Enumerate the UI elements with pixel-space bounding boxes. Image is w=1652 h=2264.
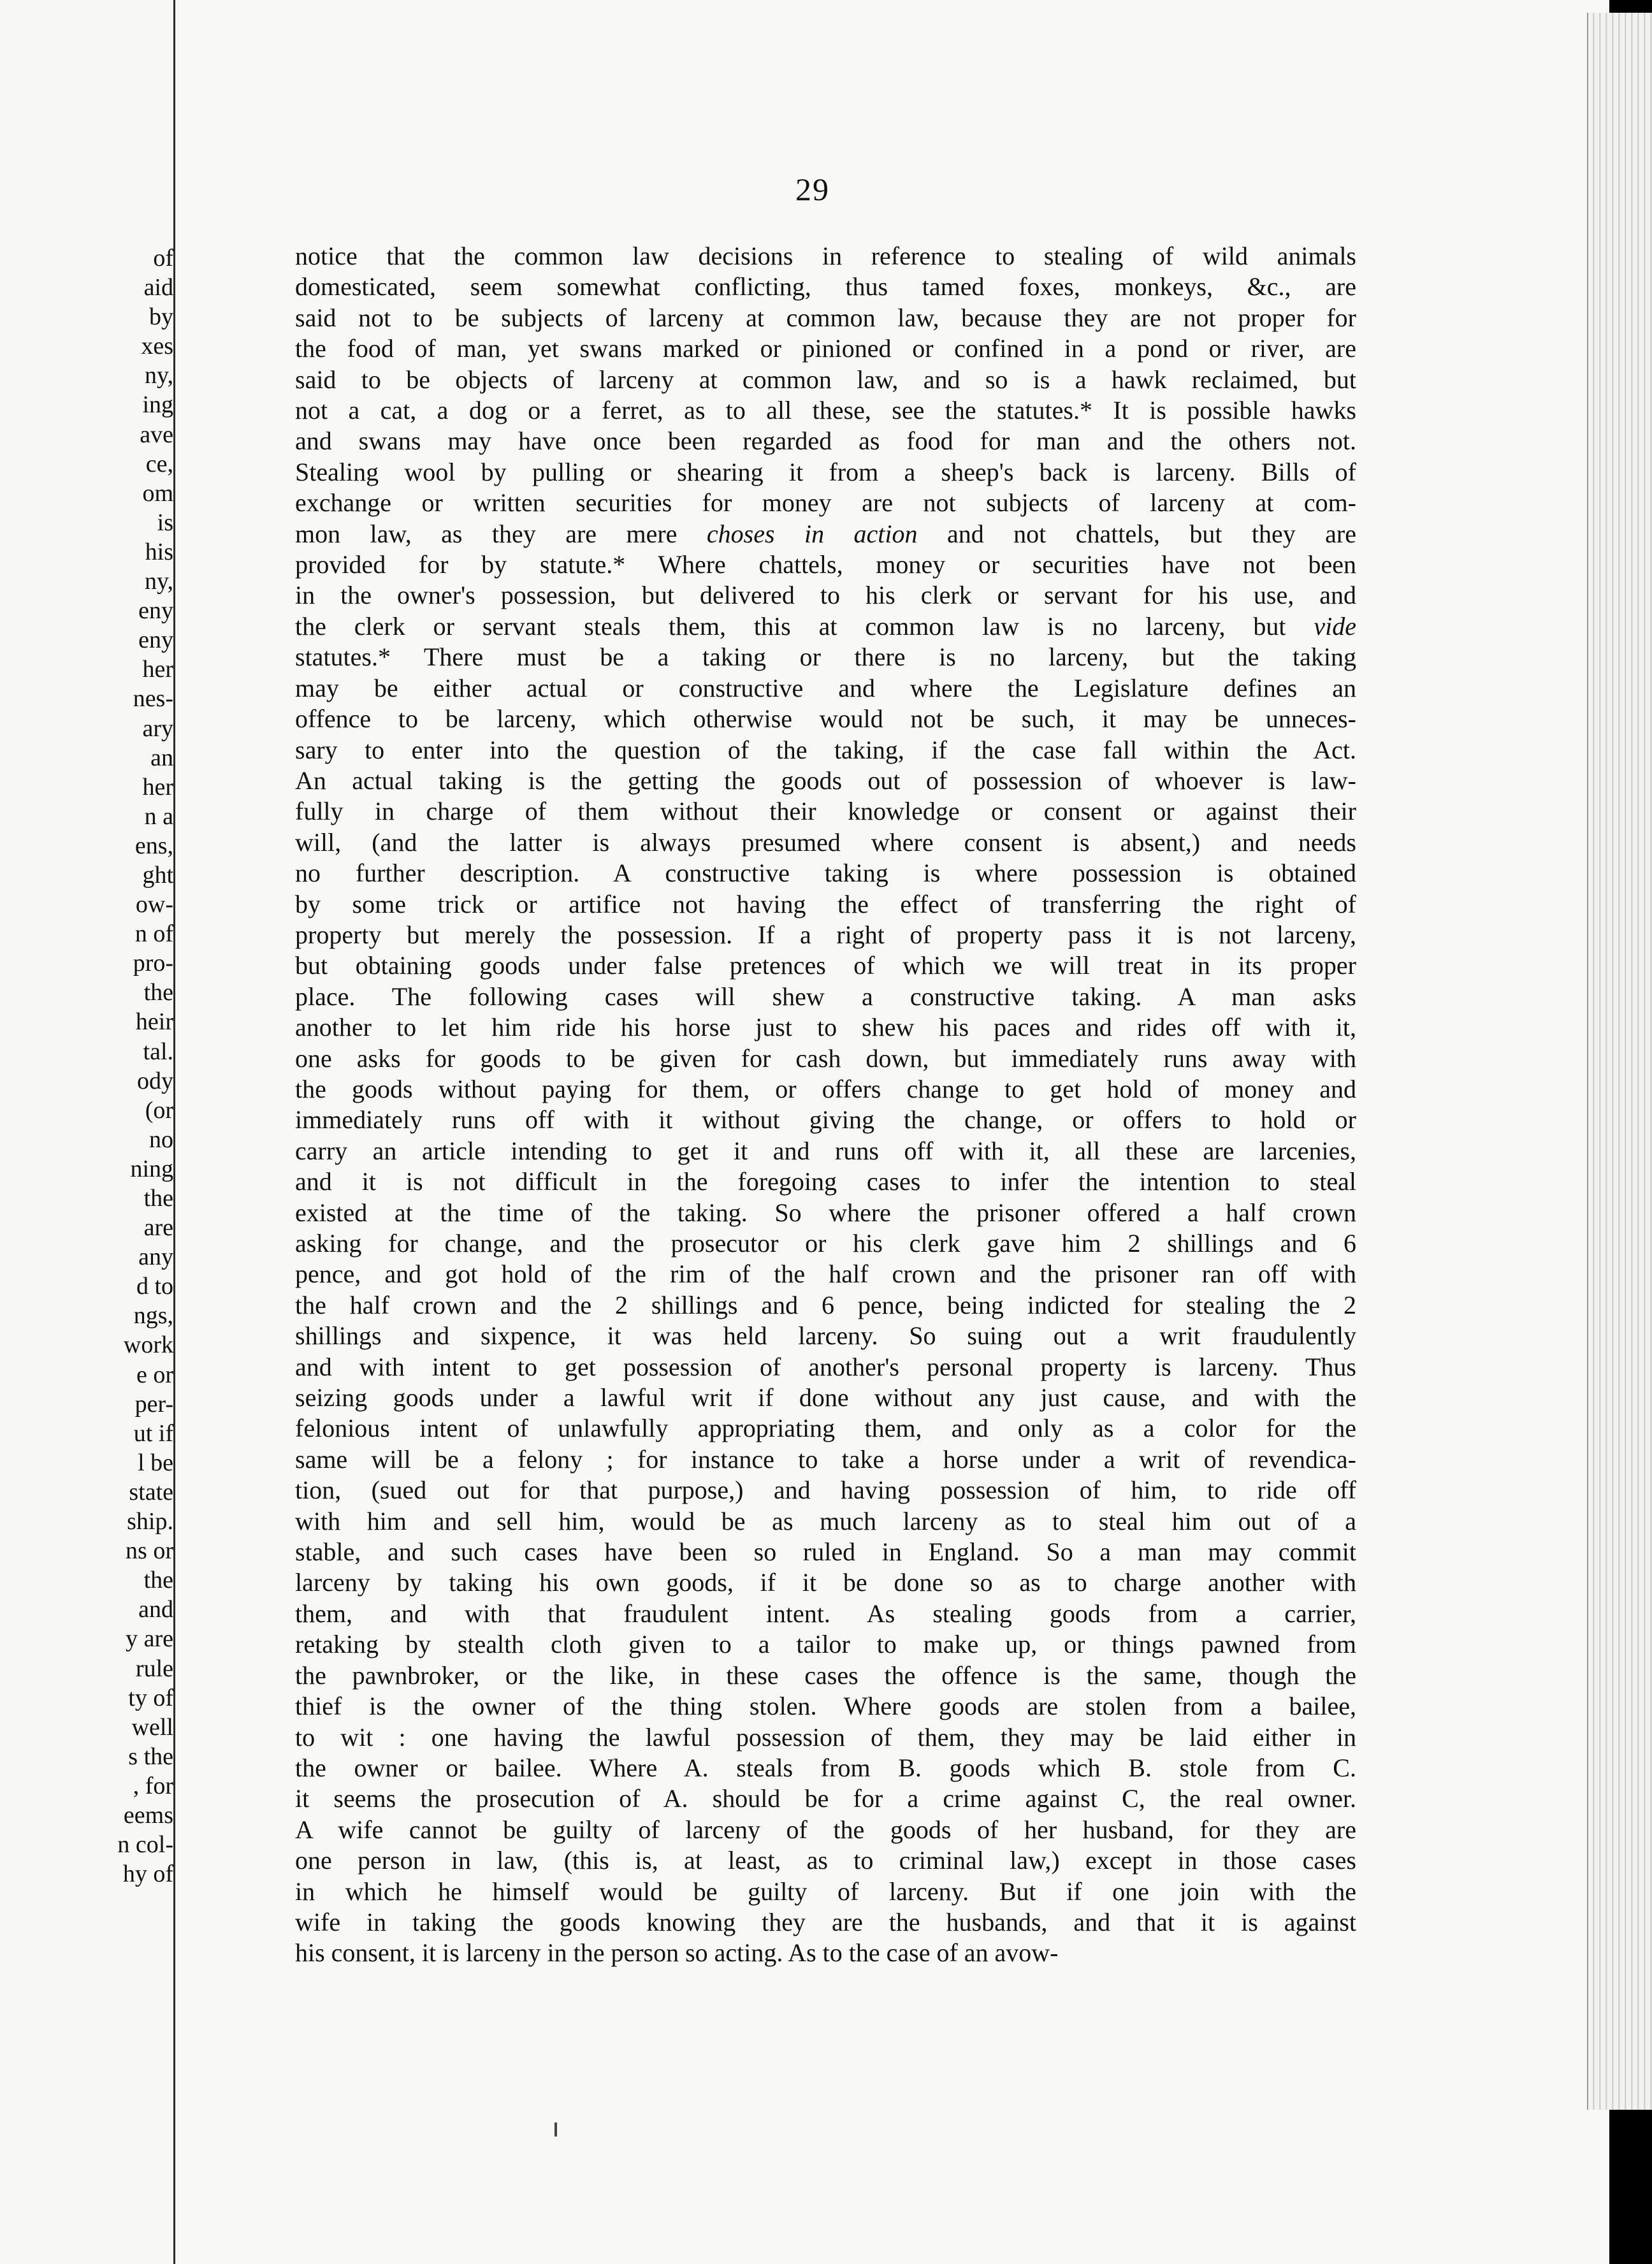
facing-page-fragment: her xyxy=(142,656,173,683)
text-line: existed at the time of the taking. So where the prisoner offered a half crown xyxy=(295,1198,1356,1227)
facing-page-fragment: and xyxy=(138,1596,173,1623)
facing-page-fragment: ght xyxy=(142,861,173,889)
text-line: provided for by statute.* Where chattels, money or securities have not been xyxy=(295,550,1356,579)
text-line: but obtaining goods under false pretences of which we will treat in its proper xyxy=(295,951,1356,980)
facing-page-fragment: any xyxy=(138,1244,173,1271)
text-line: and it is not difficult in the foregoing cases to infer the intention to steal xyxy=(295,1167,1356,1196)
facing-page-fragment: pro- xyxy=(133,950,173,977)
text-line: the owner or bailee. Where A. steals from B. goods which B. stole from C. xyxy=(295,1753,1356,1782)
text-line: seizing goods under a lawful writ if done without any just cause, and with the xyxy=(295,1383,1356,1412)
text-line: mon law, as they are mere choses in action and not chattels, but they are xyxy=(295,519,1357,548)
page-number: 29 xyxy=(795,171,830,207)
facing-page-fragment: xes xyxy=(141,333,173,360)
text-line: said to be objects of larceny at common law, and so is a hawk reclaimed, but xyxy=(295,365,1356,394)
facing-page-fragment: ens, xyxy=(134,832,173,859)
text-line: carry an article intending to get it and runs off with it, all these are larcenies, xyxy=(295,1136,1356,1165)
facing-page-fragment: ce, xyxy=(145,450,173,477)
facing-page-fragment: heir xyxy=(135,1008,173,1036)
facing-page-fragment: n col- xyxy=(117,1831,173,1859)
text-line: fully in charge of them without their knowledge or consent or against their xyxy=(295,797,1356,826)
facing-page-fragment: the xyxy=(143,1185,173,1212)
text-line: the goods without paying for them, or offers change to get hold of money and xyxy=(295,1074,1356,1103)
body-text xyxy=(295,241,1356,1969)
facing-page-fragment: nes- xyxy=(133,685,173,713)
text-line: notice that the common law decisions in reference to stealing of wild animals xyxy=(295,242,1356,270)
facing-page-fragment: ing xyxy=(142,391,173,419)
facing-page-fragment: eems xyxy=(123,1801,173,1829)
facing-page-fragment: (or xyxy=(145,1096,173,1124)
text-line: thief is the owner of the thing stolen. Where goods are stolen from a bailee, xyxy=(295,1692,1356,1721)
text-line: property but merely the possession. If a right of property pass it is not larceny, xyxy=(295,920,1356,949)
facing-page-fragment: eny xyxy=(138,627,173,654)
facing-page-fragment: no xyxy=(149,1126,173,1153)
facing-page-fragment: ow- xyxy=(135,891,173,918)
facing-page-fragment: ns or xyxy=(126,1537,173,1565)
text-line: it seems the prosecution of A. should be for a crime against C, the real owner. xyxy=(295,1784,1356,1813)
facing-page-fragment: ut if xyxy=(133,1419,173,1447)
facing-page-fragment: by xyxy=(149,303,173,331)
facing-page-fragment: s the xyxy=(128,1743,173,1770)
facing-page-fragment: ny, xyxy=(144,362,173,389)
text-line: the clerk or servant steals them, this at common law is no larceny, but vide xyxy=(295,611,1356,641)
text-line: shillings and sixpence, it was held larceny. So suing out a writ fraudulently xyxy=(295,1321,1356,1351)
text-line: by some trick or artifice not having the effect of transferring the right of xyxy=(295,889,1356,918)
facing-page-fragment: ave xyxy=(140,421,173,448)
facing-page-fragment: l be xyxy=(138,1449,173,1476)
text-line: offence to be larceny, which otherwise would not be such, it may be unneces- xyxy=(295,704,1356,734)
text-line: statutes.* There must be a taking or there is no larceny, but the taking xyxy=(295,642,1356,672)
facing-page-fragment: , for xyxy=(133,1772,173,1799)
ink-mark xyxy=(554,2122,557,2137)
facing-page-fragment: is xyxy=(157,509,173,536)
facing-page-fragment: n a xyxy=(144,802,173,830)
text-line: the food of man, yet swans marked or pinioned or confined in a pond or river, are xyxy=(295,334,1356,363)
text-line: domesticated, seem somewhat conflicting, thus tamed foxes, monkeys, &c., are xyxy=(295,272,1356,301)
text-line: place. The following cases will shew a constructive taking. A man asks xyxy=(295,982,1356,1011)
facing-page-fragment: ody xyxy=(137,1067,173,1094)
facing-page-fragment: eny xyxy=(138,597,173,625)
text-line: pence, and got hold of the rim of the half crown and the prisoner ran off with xyxy=(295,1259,1356,1289)
facing-page-fragment: well xyxy=(131,1713,173,1741)
text-line: same will be a felony ; for instance to take a horse under a writ of revendica- xyxy=(295,1444,1356,1474)
facing-page-fragment: an xyxy=(150,744,173,771)
text-line: another to let him ride his horse just to shew his paces and rides off with it, xyxy=(295,1013,1356,1042)
facing-page-fragment: ty of xyxy=(128,1684,173,1711)
text-line: larceny by taking his own goods, if it be done so as to charge another with xyxy=(295,1568,1356,1597)
facing-page-fragment: e or xyxy=(136,1361,173,1388)
facing-page-fragment: her xyxy=(142,773,173,801)
text-line: exchange or written securities for money are not subjects of larceny at com- xyxy=(295,488,1356,518)
text-line: immediately runs off with it without giving the change, or offers to hold or xyxy=(295,1105,1356,1135)
facing-page-fragment: aid xyxy=(143,274,173,301)
text-line: not a cat, a dog or a ferret, as to all these, see the statutes.* It is possible hawks xyxy=(295,396,1356,425)
facing-page-fragment: the xyxy=(143,1567,173,1594)
facing-page-fragment: are xyxy=(143,1214,173,1242)
facing-page-fragment: ning xyxy=(130,1155,173,1182)
text-line: one asks for goods to be given for cash down, but immediately runs away with xyxy=(295,1043,1356,1073)
text-line: in the owner's possession, but delivered to his clerk or servant for his use, and xyxy=(295,581,1356,610)
text-line: no further description. A constructive taking is where possession is obtained xyxy=(295,859,1356,888)
text-line: the pawnbroker, or the like, in these cases the offence is the same, though the xyxy=(295,1660,1356,1690)
facing-page-fragment: d to xyxy=(136,1273,173,1300)
text-line: sary to enter into the question of the taking, if the case fall within the Act. xyxy=(295,735,1356,764)
facing-page-fragment: rule xyxy=(135,1655,173,1682)
facing-page-fragment: n of xyxy=(134,920,173,948)
text-line: wife in taking the goods knowing they are the husbands, and that it is against xyxy=(295,1907,1356,1936)
text-line: with him and sell him, would be as much larceny as to steal him out of a xyxy=(295,1506,1356,1535)
facing-page-fragment: state xyxy=(129,1478,173,1506)
facing-page-fragment: the xyxy=(143,979,173,1006)
text-line: asking for change, and the prosecutor or his clerk gave him 2 shillings and 6 xyxy=(295,1229,1356,1258)
facing-page-fragment: his xyxy=(145,538,173,565)
text-line: Stealing wool by pulling or shearing it from a sheep's back is larceny. Bills of xyxy=(295,457,1356,486)
facing-page-fragment: ship. xyxy=(127,1508,173,1535)
text-line: his consent, it is larceny in the person so acting. As to the case of an avow- xyxy=(295,1938,1059,1968)
text-line: the half crown and the 2 shillings and 6 pence, being indicted for stealing the 2 xyxy=(295,1290,1356,1319)
text-line: A wife cannot be guilty of larceny of the goods of her husband, for they are xyxy=(295,1815,1356,1844)
text-line: said not to be subjects of larceny at common law, because they are not proper for xyxy=(295,303,1356,332)
facing-page-fragment: of xyxy=(153,245,173,272)
text-line: An actual taking is the getting the goods out of possession of whoever is law- xyxy=(295,766,1356,795)
facing-page-fragment: per- xyxy=(134,1390,173,1418)
text-line: and swans may have once been regarded as food for man and the others not. xyxy=(295,426,1356,456)
text-line: to wit : one having the lawful possession of them, they may be laid either in xyxy=(295,1722,1356,1752)
text-line: will, (and the latter is always presumed where consent is absent,) and needs xyxy=(295,827,1356,857)
facing-page-fragment: om xyxy=(142,479,173,507)
text-line: in which he himself would be guilty of larceny. But if one join with the xyxy=(295,1876,1356,1906)
facing-page-text-fragments xyxy=(14,243,173,1889)
facing-page-fragment: hy of xyxy=(122,1861,173,1888)
text-line: felonious intent of unlawfully appropriating them, and only as a color for the xyxy=(295,1414,1356,1443)
text-line: them, and with that fraudulent intent. As stealing goods from a carrier, xyxy=(295,1599,1356,1628)
text-line: tion, (sued out for that purpose,) and having possession of him, to ride off xyxy=(295,1476,1356,1505)
facing-page-fragment: ngs, xyxy=(133,1302,173,1330)
page-stack-edges xyxy=(1587,13,1652,2110)
text-line: may be either actual or constructive and where the Legislature defines an xyxy=(295,673,1356,702)
text-line: and with intent to get possession of another's personal property is larceny. Thus xyxy=(295,1352,1356,1381)
facing-page-edge xyxy=(0,0,182,2264)
facing-page-fragment: ny, xyxy=(144,568,173,595)
facing-page-fragment: y are xyxy=(126,1625,173,1653)
text-line: stable, and such cases have been so ruled in England. So a man may commit xyxy=(295,1537,1356,1567)
facing-page-fragment: tal. xyxy=(143,1038,173,1065)
text-line: retaking by stealth cloth given to a tailor to make up, or things pawned from xyxy=(295,1630,1356,1659)
text-line: one person in law, (this is, at least, as to criminal law,) except in those cases xyxy=(295,1846,1356,1875)
facing-page-fragment: work xyxy=(123,1332,173,1359)
facing-page-fragment: ary xyxy=(142,715,173,742)
